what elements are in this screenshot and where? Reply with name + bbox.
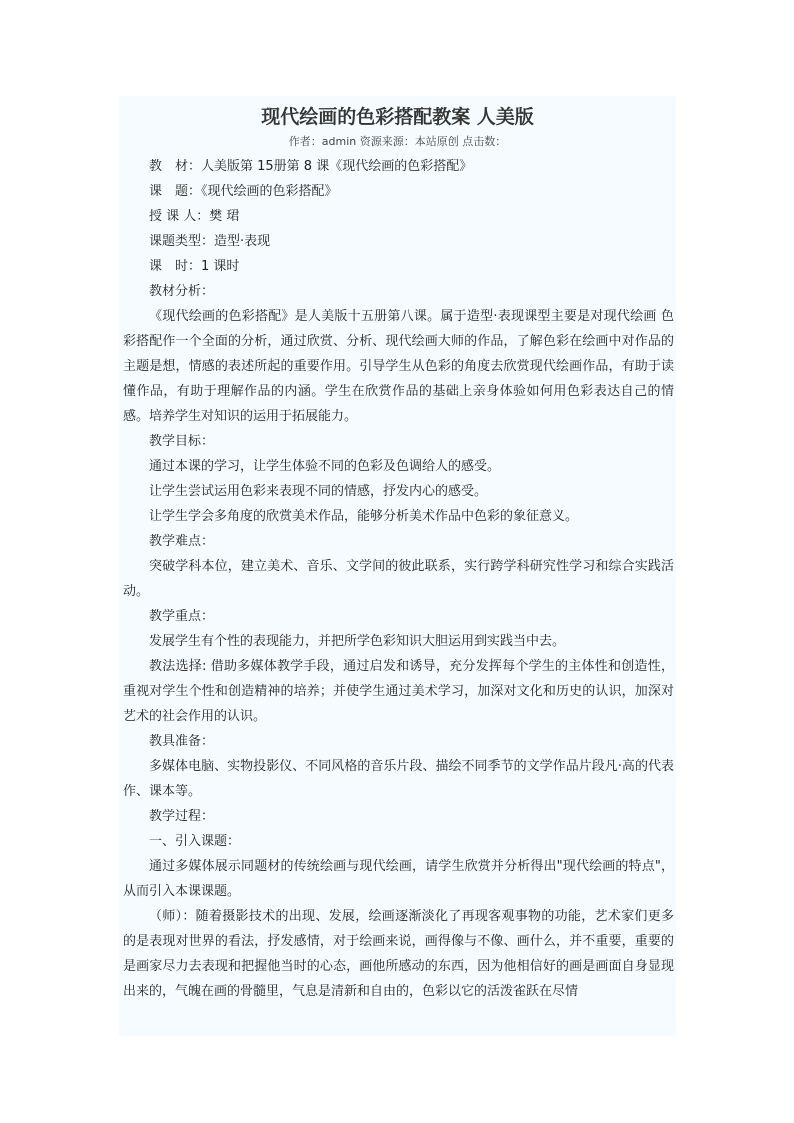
document-page [119,96,676,1036]
paragraph-difficulties: 突破学科本位，建立美术、音乐、文学间的彼此联系，实行跨学科研究性学习和综合实践活动。 [123,559,674,599]
paragraph-topic: 课 题：《现代绘画的色彩搭配》 [149,184,338,199]
paragraph-introduction: 通过多媒体展示同题材的传统绘画与现代绘画，请学生欣赏并分析得出"现代绘画的特点"，从而引入本课课题。 [123,859,674,899]
heading-difficulties: 教学难点： [149,534,215,549]
document-body [119,154,676,1004]
paragraph-class-hours: 课 时：1 课时 [149,259,240,274]
heading-introduction: 一、引入课题： [149,834,241,849]
paragraph-goal-3: 让学生学会多角度的欣赏美术作品，能够分析美术作品中色彩的象征意义。 [149,509,579,524]
paragraph-key-points: 发展学生有个性的表现能力，并把所学色彩知识大胆运用到实践当中去。 [149,634,566,649]
paragraph-goal-2: 让学生尝试运用色彩来表现不同的情感，抒发内心的感受。 [149,484,488,499]
heading-teaching-goals: 教学目标： [149,434,215,449]
heading-teaching-process: 教学过程： [149,809,215,824]
paragraph-teacher-speech: （师）：随着摄影技术的出现、发展，绘画逐渐淡化了再现客观事物的功能，艺术家们更多的是表现对世界的看法，抒发感情，对于绘画来说，画得像与不像、画什么，并不重要，重要的是画家尽力去表现和把握他当时的心态，画他所感动的东西，因为他相信好的画是画面自身显现出来的，气魄在画的骨髓里，气息是清新和自由的，色彩以它的活泼雀跃在尽情 [123,909,674,999]
heading-material-analysis: 教材分析： [149,284,215,299]
paragraph-teaching-method: 教法选择: 借助多媒体教学手段，通过启发和诱导，充分发挥每个学生的主体性和创造性，重视对学生个性和创造精神的培养；并使学生通过美术学习，加深对文化和历史的认识，加深对艺术的社会作用的认识。 [123,659,674,724]
document-title: 现代绘画的色彩搭配教案 人美版 [261,106,534,128]
paragraph-goal-1: 通过本课的学习，让学生体验不同的色彩及色调给人的感受。 [149,459,501,474]
paragraph-teaching-aids: 多媒体电脑、实物投影仪、不同风格的音乐片段、描绘不同季节的文学作品片段凡·高的代表作、课本等。 [123,759,674,799]
paragraph-lesson-type: 课题类型：造型·表现 [149,234,271,249]
paragraph-teacher: 授 课 人：樊 珺 [149,209,240,224]
paragraph-textbook: 教 材：人美版第 15册第 8 课《现代绘画的色彩搭配》 [149,159,473,174]
heading-key-points: 教学重点： [149,609,215,624]
document-meta: 作者：admin 资源来源：本站原创 点击数： [288,135,507,148]
paragraph-material-analysis: 《现代绘画的色彩搭配》是人美版十五册第八课。属于造型·表现课型主要是对现代绘画 色彩搭配作一个全面的分析，通过欣赏、分析、现代绘画大师的作品，了解色彩在绘画中对作品的主题是想，情感的表述所起的重要作用。引导学生从色彩的角度去欣赏现代绘画作品，有助于读懂作品，有助于理解作品的内涵。学生在欣赏作品的基础上亲身体验如何用色彩表达自己的情感。培养学生对知识的运用于拓展能力。 [123,309,674,424]
heading-teaching-aids: 教具准备： [149,734,215,749]
